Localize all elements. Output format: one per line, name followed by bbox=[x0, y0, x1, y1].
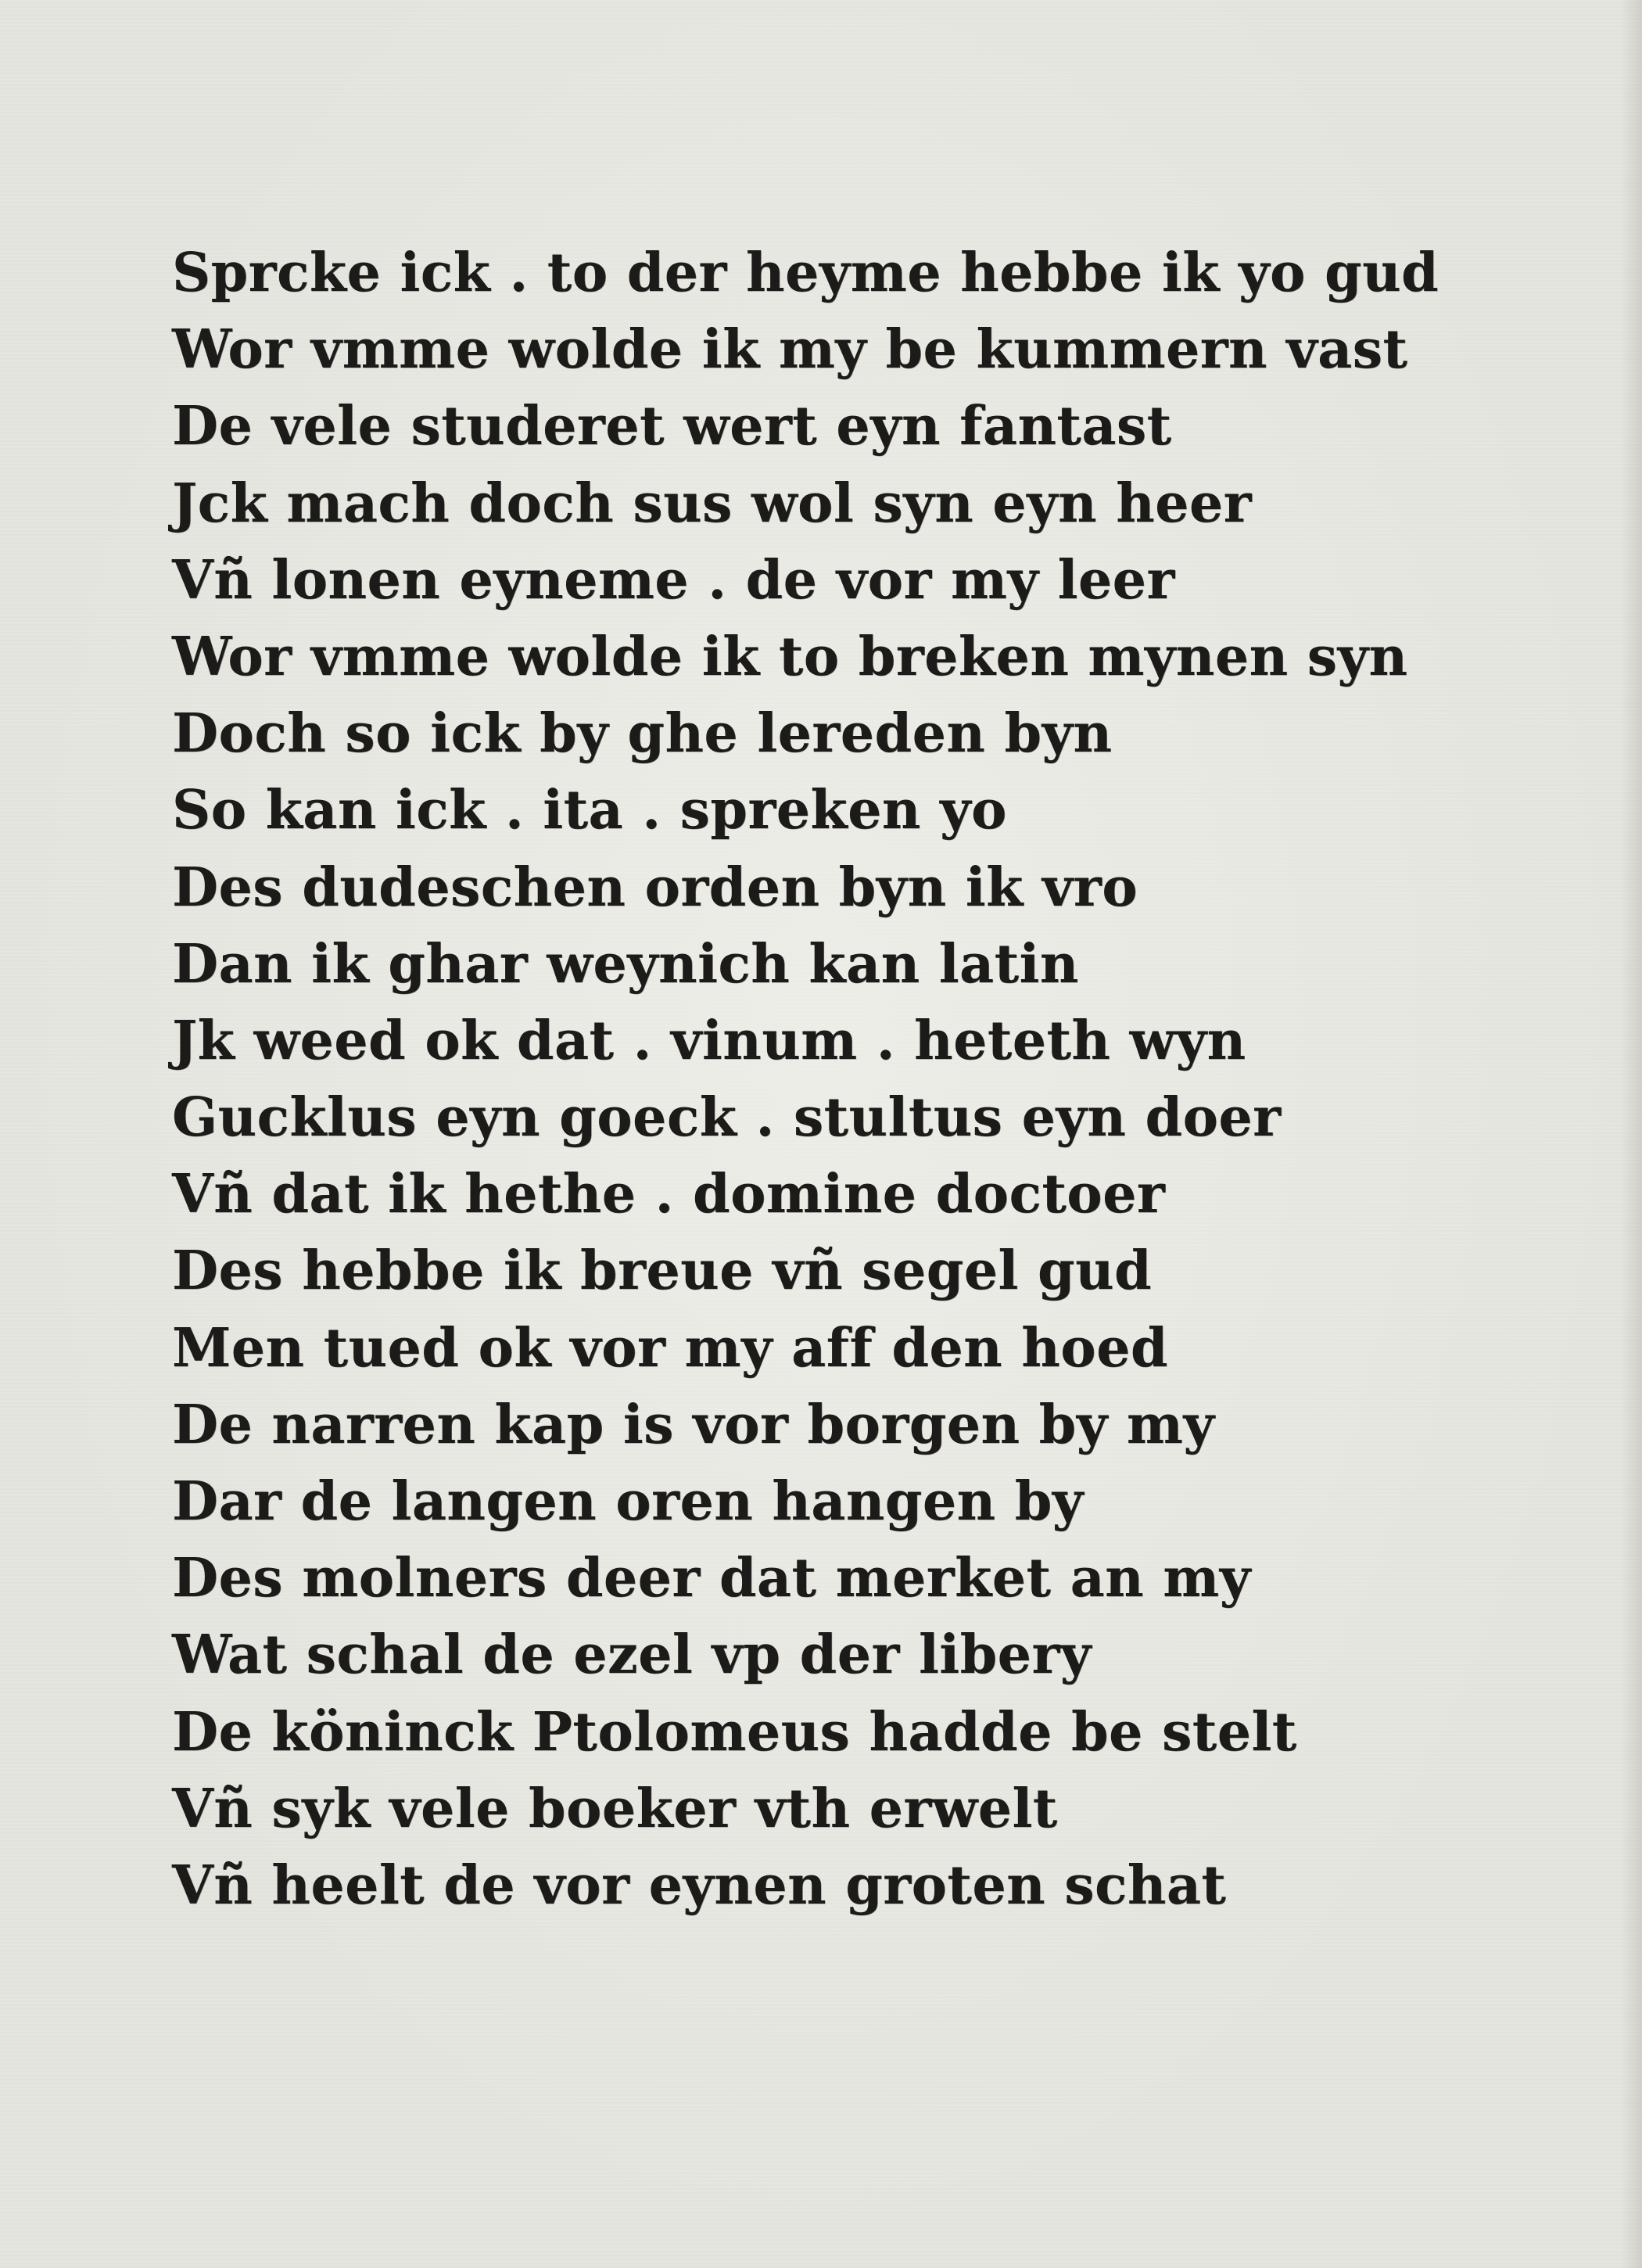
verse-text-block bbox=[172, 235, 1517, 1924]
verse-line-5: Vñ lonen eyneme . de vor my leer bbox=[172, 548, 1175, 612]
verse-line-12: Gucklus eyn goeck . stultus eyn doer bbox=[172, 1086, 1282, 1150]
verse-line-20: De köninck Ptolomeus hadde be stelt bbox=[172, 1700, 1297, 1764]
verse-line-16: De narren kap is vor borgen by my bbox=[172, 1393, 1215, 1456]
verse-line-22: Vñ heelt de vor eynen groten schat bbox=[172, 1854, 1227, 1917]
verse-line-4: Jck mach doch sus wol syn eyn heer bbox=[172, 472, 1252, 535]
verse-line-18: Des molners deer dat merket an my bbox=[172, 1547, 1251, 1610]
verse-line-3: De vele studeret wert eyn fantast bbox=[172, 395, 1172, 458]
verse-line-7: Doch so ick by ghe lereden byn bbox=[172, 702, 1113, 766]
verse-line-15: Men tued ok vor my aff den hoed bbox=[172, 1316, 1168, 1380]
verse-line-6: Wor vmme wolde ik to breken mynen syn bbox=[172, 625, 1408, 688]
verse-line-14: Des hebbe ik breue vñ segel gud bbox=[172, 1240, 1153, 1303]
verse-line-13: Vñ dat ik hethe . domine doctoer bbox=[172, 1163, 1166, 1226]
verse-line-21: Vñ syk vele boeker vth erwelt bbox=[172, 1777, 1058, 1840]
verse-line-19: Wat schal de ezel vp der libery bbox=[172, 1624, 1092, 1687]
verse-line-1: Sprcke ick . to der heyme hebbe ik yo gud bbox=[172, 242, 1439, 304]
verse-line-10: Dan ik ghar weynich kan latin bbox=[172, 932, 1079, 996]
verse-line-11: Jk weed ok dat . vinum . heteth wyn bbox=[172, 1009, 1246, 1072]
verse-line-8: So kan ick . ita . spreken yo bbox=[172, 779, 1007, 842]
verse-line-2: Wor vmme wolde ik my be kummern vast bbox=[172, 318, 1408, 382]
verse-line-9: Des dudeschen orden byn ik vro bbox=[172, 856, 1138, 919]
verse-line-17: Dar de langen oren hangen by bbox=[172, 1470, 1084, 1533]
